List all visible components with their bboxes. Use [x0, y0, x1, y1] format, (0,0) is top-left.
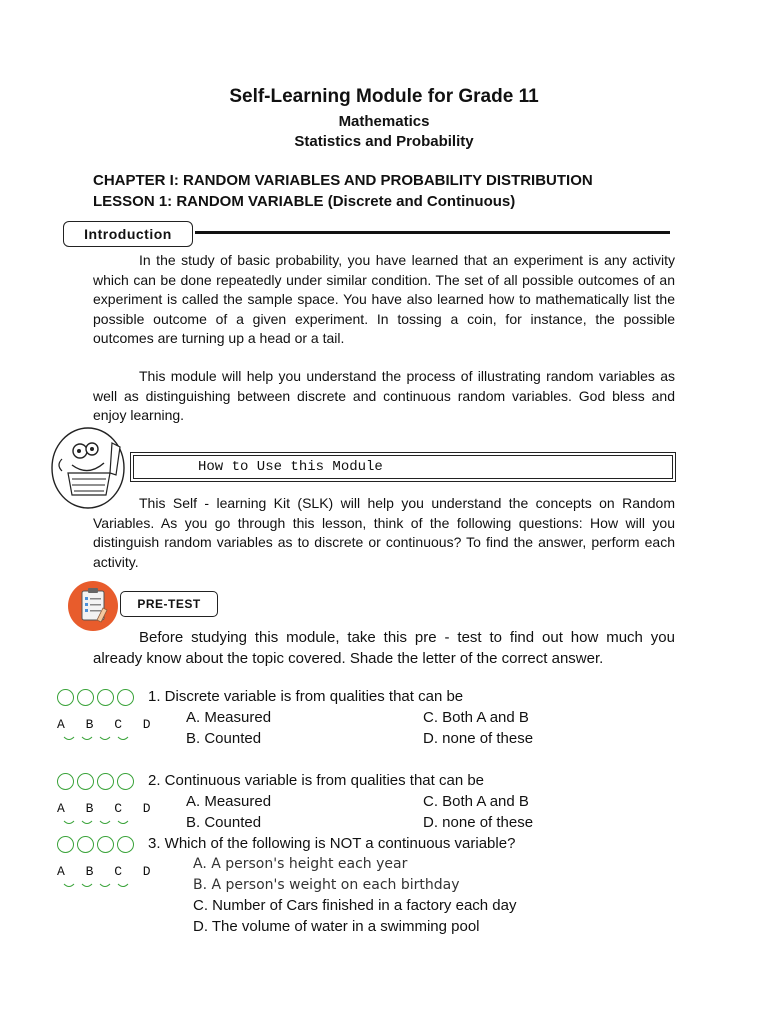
answer-letters: A B C D: [57, 864, 158, 879]
bubble-c[interactable]: [97, 773, 114, 790]
intro-paragraph-1: In the study of basic probability, you have learned that an experiment is any activity which can be done repeatedly under similar condition. The set of all possible outcomes of an experiment is called the sample space. You have also learned how to mathematically list the possible outcome of a given experiment. In tossing a coin, for instance, the possible outcomes are turning up a head or a tail.: [93, 252, 675, 346]
bubble-a[interactable]: [57, 773, 74, 790]
clipboard-icon: [67, 580, 119, 632]
bubble-b[interactable]: [77, 836, 94, 853]
q2-option-b: B. Counted: [186, 814, 262, 831]
bubble-c[interactable]: [97, 689, 114, 706]
answer-letters: A B C D: [57, 717, 158, 732]
subject: Mathematics: [338, 113, 430, 130]
bubble-d[interactable]: [117, 773, 134, 790]
pretest-label: PRE-TEST: [120, 591, 218, 617]
q2-option-c: C. Both A and B: [423, 793, 529, 810]
bubble-b[interactable]: [77, 689, 94, 706]
q1-option-a: A. Measured: [186, 709, 272, 726]
course: Statistics and Probability: [294, 133, 474, 150]
q3-option-b: B. A person's weight on each birthday: [193, 877, 460, 893]
q3-option-d: D. The volume of water in a swimming pool: [193, 918, 480, 935]
bubble-d[interactable]: [117, 689, 134, 706]
q3-option-a: A. A person's height each year: [193, 856, 408, 872]
question-2: 2. Continuous variable is from qualities that can be: [148, 772, 485, 789]
answer-bubbles[interactable]: [57, 773, 134, 790]
question-3: 3. Which of the following is NOT a continuous variable?: [148, 835, 516, 852]
answer-arcs: [62, 882, 132, 890]
how-to-use-label: How to Use this Module: [133, 455, 673, 479]
q1-option-b: B. Counted: [186, 730, 262, 747]
q1-option-d: D. none of these: [423, 730, 534, 747]
bubble-b[interactable]: [77, 773, 94, 790]
section-divider: [195, 231, 670, 234]
q1-option-c: C. Both A and B: [423, 709, 529, 726]
how-to-use-label-box: [130, 452, 676, 482]
introduction-label: Introduction: [63, 221, 193, 247]
page-title: Self-Learning Module for Grade 11: [229, 86, 539, 107]
pretest-instructions: Before studying this module, take this pre - test to find out how much you already know about the topic covered. Shade the letter of the correct answer.: [93, 629, 675, 667]
bubble-a[interactable]: [57, 689, 74, 706]
q2-option-d: D. none of these: [423, 814, 534, 831]
bubble-c[interactable]: [97, 836, 114, 853]
answer-bubbles[interactable]: [57, 836, 134, 853]
answer-arcs: [62, 735, 132, 743]
intro-paragraph-2: This module will help you understand the process of illustrating random variables as well as distinguishing between discrete and continuous random variables. God bless and enjoy learning.: [93, 368, 675, 423]
question-1: 1. Discrete variable is from qualities that can be: [148, 688, 464, 705]
q3-option-c: C. Number of Cars finished in a factory each day: [193, 897, 517, 914]
how-to-use-paragraph: This Self - learning Kit (SLK) will help you understand the concepts on Random Variables. As you go through this lesson, think of the following questions: How will you distinguish random variables as to discrete or continuous? To find the answer, perform each activity.: [93, 495, 675, 570]
lesson-heading: LESSON 1: RANDOM VARIABLE (Discrete and Continuous): [93, 193, 516, 210]
answer-bubbles[interactable]: [57, 689, 134, 706]
q2-option-a: A. Measured: [186, 793, 272, 810]
answer-arcs: [62, 819, 132, 827]
bubble-d[interactable]: [117, 836, 134, 853]
bubble-a[interactable]: [57, 836, 74, 853]
answer-letters: A B C D: [57, 801, 158, 816]
chapter-heading: CHAPTER I: RANDOM VARIABLES AND PROBABILITY DISTRIBUTION: [93, 172, 593, 189]
